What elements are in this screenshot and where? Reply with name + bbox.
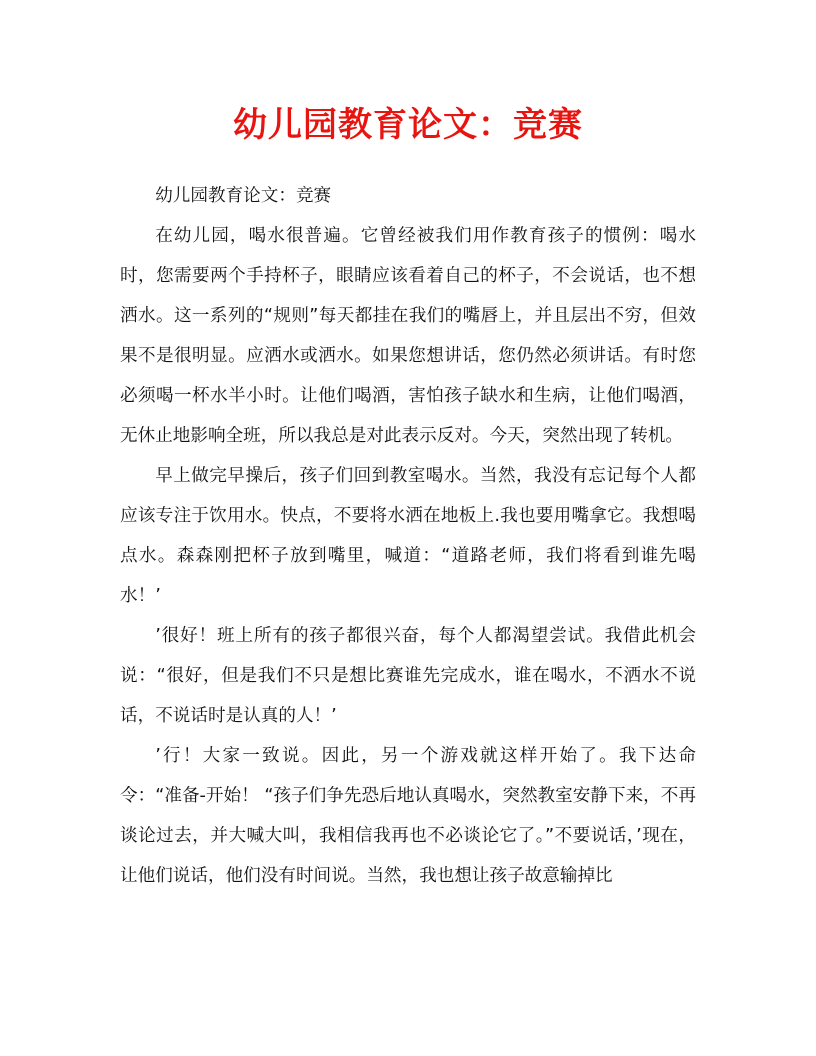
paragraph-1: 在幼儿园，喝水很普遍。它曾经被我们用作教育孩子的惯例：喝水时，您需要两个手持杯子，眼睛应该看着自己的杯子，不会说话，也不想洒水。这一系列的“规则”每天都挂在我们的嘴唇上，并且层出不穷，但效果不是很明显。应洒水或洒水。如果您想讲话，您仍然必须讲话。有时您必须喝一杯水半小时。让他们喝酒，害怕孩子缺水和生病，让他们喝酒，无休止地影响全班，所以我总是对此表示反对。今天，突然出现了转机。 <box>120 226 696 446</box>
paragraph-3: ’很好！班上所有的孩子都很兴奋，每个人都渴望尝试。我借此机会说：“很好，但是我们不只是想比赛谁先完成水，谁在喝水，不洒水不说话，不说话时是认真的人！’ <box>120 626 696 726</box>
document-body <box>120 176 696 896</box>
paragraph-2: 早上做完早操后，孩子们回到教室喝水。当然，我没有忘记每个人都应该专注于饮用水。快点，不要将水洒在地板上.我也要用嘴拿它。我想喝点水。森森刚把杯子放到嘴里，喊道：“道路老师，我们将看到谁先喝水！’ <box>120 466 696 606</box>
document-title: 幼儿园教育论文：竞赛 <box>233 105 583 145</box>
paragraph-4: ’行！大家一致说。因此，另一个游戏就这样开始了。我下达命令：“准备-开始！ “孩子们争先恐后地认真喝水，突然教室安静下来，不再谈论过去，并大喊大叫，我相信我再也不必谈论它了。”不要说话，’现在，让他们说话，他们没有时间说。当然，我也想让孩子故意输掉比 <box>120 746 696 886</box>
paragraph-subtitle: 幼儿园教育论文：竞赛 <box>155 186 332 206</box>
